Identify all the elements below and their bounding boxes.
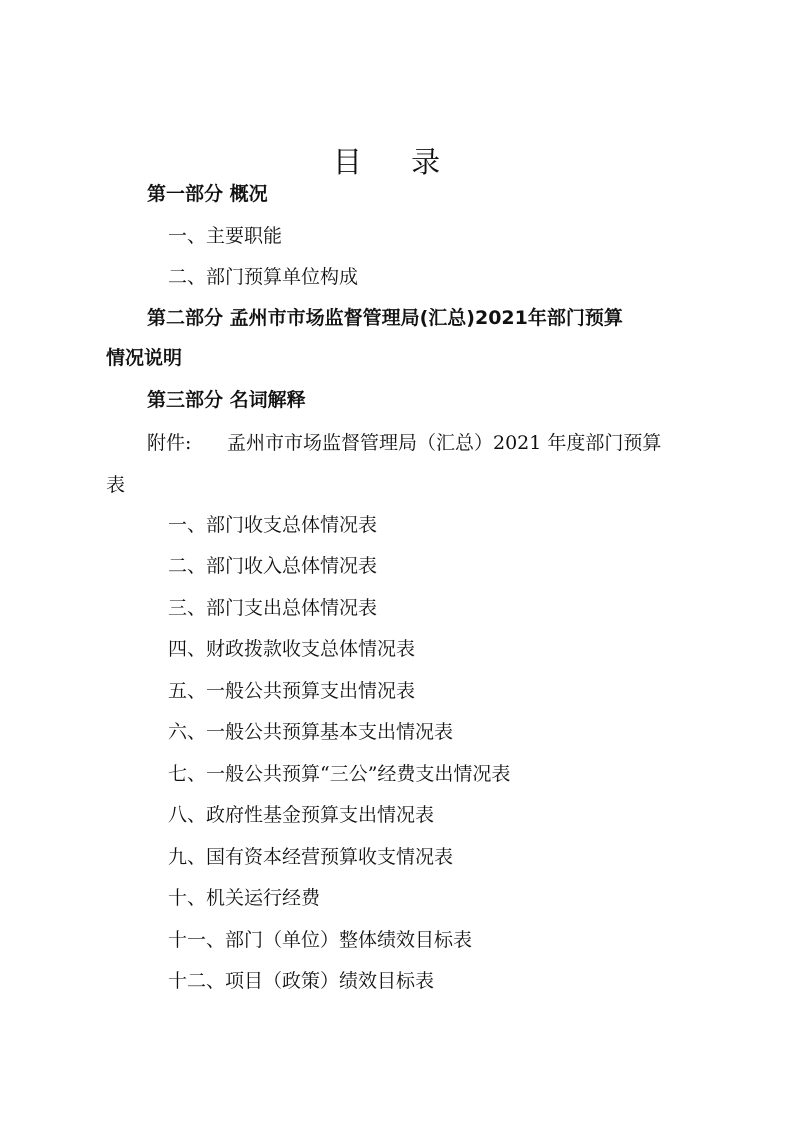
attachment-item-10: 十、机关运行经费 [168,887,321,909]
attachment-item-9: 九、国有资本经营预算收支情况表 [168,846,454,868]
attachment-item-12: 十二、项目（政策）绩效目标表 [168,970,435,992]
attachment-item-4: 四、财政拨款收支总体情况表 [168,638,416,660]
part3-heading: 第三部分 名词解释 [147,389,306,411]
part2-heading-continued: 情况说明 [106,347,183,369]
part2-heading: 第二部分 孟州市市场监督管理局(汇总)2021年部门预算 [147,307,623,329]
part1-heading: 第一部分 概况 [147,183,268,205]
part1-item-1: 一、主要职能 [168,225,283,247]
attachment-item-1: 一、部门收支总体情况表 [168,514,378,536]
part1-item-2: 二、部门预算单位构成 [168,266,359,288]
attachment-item-8: 八、政府性基金预算支出情况表 [168,804,435,826]
attachment-item-6: 六、一般公共预算基本支出情况表 [168,721,454,743]
attachment-item-5: 五、一般公共预算支出情况表 [168,680,416,702]
attachment-item-2: 二、部门收入总体情况表 [168,555,378,577]
attachment-item-11: 十一、部门（单位）整体绩效目标表 [168,929,473,951]
toc-title: 目 录 [332,145,461,179]
attachment-label: 附件: [147,432,192,454]
attachment-item-3: 三、部门支出总体情况表 [168,597,378,619]
attachment-item-7: 七、一般公共预算“三公”经费支出情况表 [168,763,511,785]
attachment-title: 孟州市市场监督管理局（汇总）2021 年度部门预算 [227,432,662,454]
attachment-title-continued: 表 [106,474,126,496]
